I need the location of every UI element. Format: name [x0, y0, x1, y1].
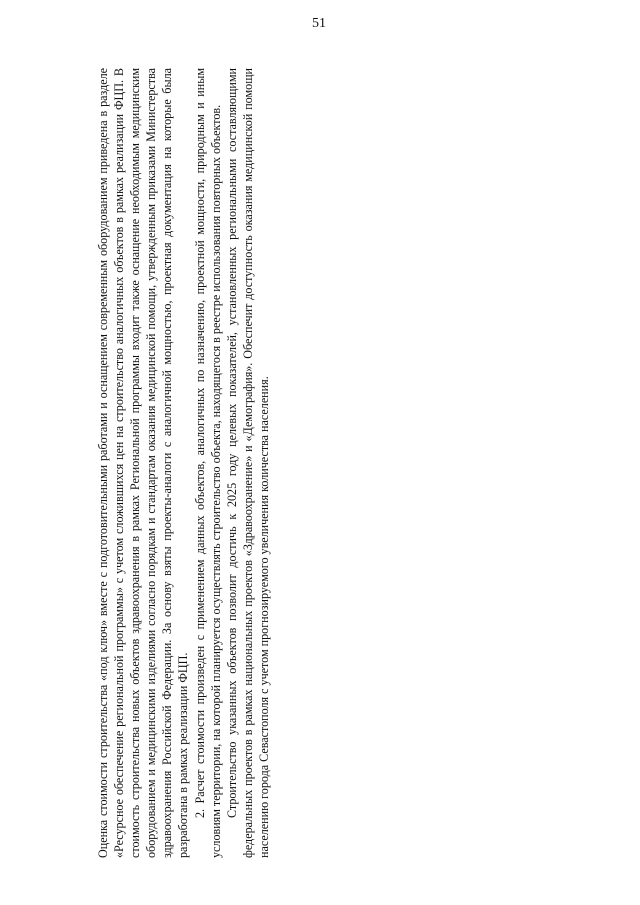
page-number: 51 — [312, 16, 326, 31]
rotated-text-block — [95, 68, 345, 858]
paragraph-cost-estimate: Оценка стоимости строительства «под ключ» вместе с подготовительными работами и оснащением современным оборудованием приведена в разделе «Ресурсное обеспечение региональной программы» с учетом сложившихся цен на строительство аналогичных объектов в рамках реализации ФЦП. В стоимость строительства новых объектов здравоохранения в рамках Региональной программы входит также оснащение необходимым медицинским оборудованием и медицинскими изделиями согласно порядкам и стандартам оказания медицинской помощи, утвержденным приказами Министерства здравоохранения Российской Федерации. За основу взяты проекты-аналоги с аналогичной мощностью, проектная документация на которые была разработана в рамках реализации ФЦП. — [96, 68, 191, 858]
paragraph-cost-calculation: 2. Расчет стоимости произведен с применением данных объектов, аналогичных по назначению, проектной мощности, природным и иным условиям территории, на которой планируется осуществлять строительство объекта, находящегося в реестре использования повторных объектов. — [192, 68, 223, 858]
paragraph-construction-goals: Строительство указанных объектов позволит достичь к 2025 году целевых показателей, установленных региональными составляющими федеральных проектов в рамках национальных проектов «Здравоохранение» и «Демография». Обеспечит доступность оказания медицинской помощи населению города Севастополя с учетом прогнозируемого увеличения количества населения. — [224, 68, 271, 858]
